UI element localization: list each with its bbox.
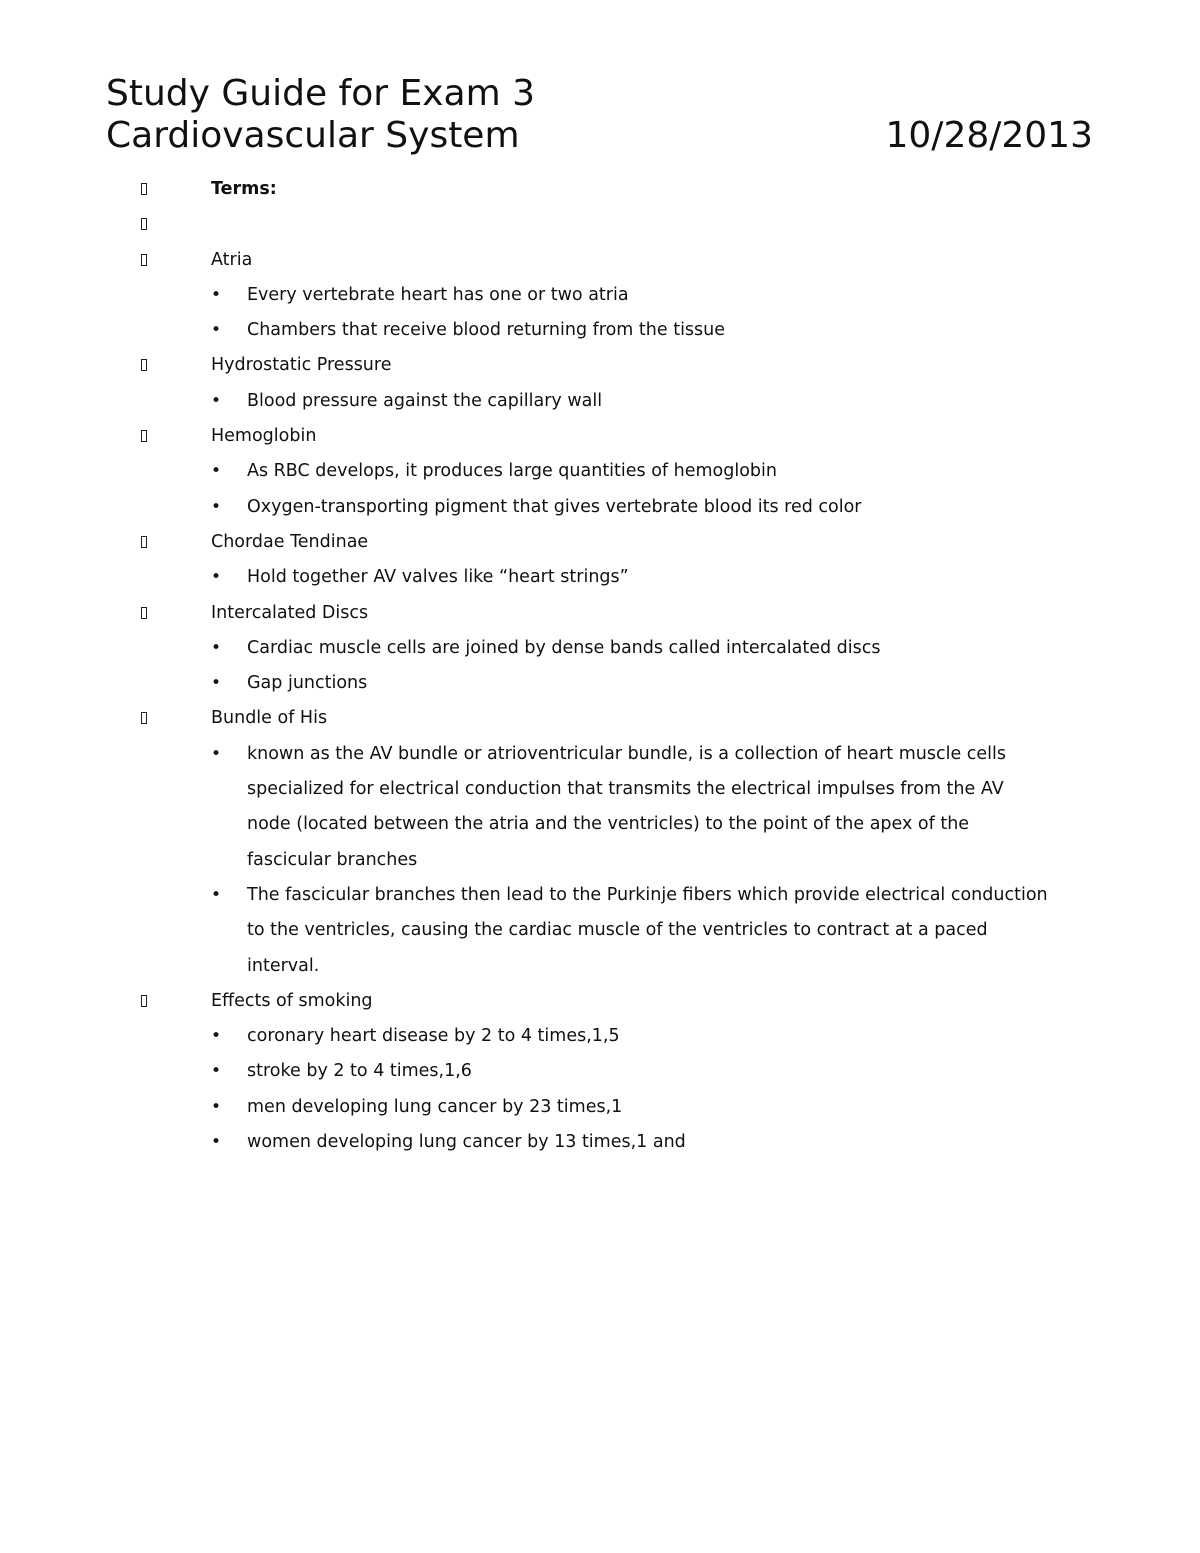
empty-list-row <box>0 207 1200 242</box>
bullet-icon: • <box>211 673 222 694</box>
bullet-text: Chambers that receive blood returning from the tissue <box>247 320 726 341</box>
term-name: Atria <box>211 249 253 270</box>
bullet-text: fascicular branches <box>247 849 418 870</box>
bullet-icon: • <box>211 1132 222 1153</box>
bullet-point <box>0 1125 1200 1160</box>
bullet-text: coronary heart disease by 2 to 4 times,1,5 <box>247 1026 620 1047</box>
bullet-text: Blood pressure against the capillary wall <box>247 390 603 411</box>
list-marker-icon <box>141 536 147 548</box>
bullet-text: Hold together AV valves like “heart strings” <box>247 567 629 588</box>
term-name: Hydrostatic Pressure <box>211 355 392 376</box>
bullet-text: Cardiac muscle cells are joined by dense bands called intercalated discs <box>247 637 881 658</box>
bullet-icon: • <box>211 1096 222 1117</box>
bullet-icon: • <box>211 567 222 588</box>
bullet-point <box>0 278 1200 313</box>
bullet-point <box>0 490 1200 525</box>
bullet-text: stroke by 2 to 4 times,1,6 <box>247 1061 472 1082</box>
bullet-icon: • <box>211 284 222 305</box>
term-row <box>0 348 1200 383</box>
bullet-text: The fascicular branches then lead to the Purkinje fibers which provide electrical conduction <box>247 884 1048 905</box>
term-name: Intercalated Discs <box>211 602 369 623</box>
bullet-point-continuation <box>0 772 1200 807</box>
bullet-text: Gap junctions <box>247 673 368 694</box>
bullet-icon: • <box>211 743 222 764</box>
bullet-text: interval. <box>247 955 320 976</box>
bullet-point <box>0 313 1200 348</box>
list-marker-icon <box>141 607 147 619</box>
term-name: Chordae Tendinae <box>211 531 369 552</box>
bullet-icon: • <box>211 1061 222 1082</box>
term-row <box>0 243 1200 278</box>
bullet-point <box>0 666 1200 701</box>
term-row <box>0 701 1200 736</box>
bullet-text: node (located between the atria and the ventricles) to the point of the apex of the <box>247 814 970 835</box>
term-name: Effects of smoking <box>211 990 373 1011</box>
terms-heading: Terms: <box>211 179 277 199</box>
term-name: Hemoglobin <box>211 426 317 447</box>
list-marker-icon <box>141 359 147 371</box>
bullet-point <box>0 737 1200 772</box>
bullet-icon: • <box>211 1026 222 1047</box>
bullet-point <box>0 560 1200 595</box>
bullet-text: specialized for electrical conduction that transmits the electrical impulses from the AV <box>247 779 1004 800</box>
bullet-text: Every vertebrate heart has one or two atria <box>247 284 629 305</box>
bullet-point <box>0 878 1200 913</box>
bullet-icon: • <box>211 461 222 482</box>
list-marker-icon <box>141 218 147 230</box>
document-subtitle: Cardiovascular System <box>106 115 520 156</box>
bullet-point <box>0 631 1200 666</box>
term-row <box>0 419 1200 454</box>
bullet-text: women developing lung cancer by 13 times,1 and <box>247 1132 686 1153</box>
list-marker-icon <box>141 254 147 266</box>
bullet-icon: • <box>211 884 222 905</box>
bullet-icon: • <box>211 320 222 341</box>
term-row <box>0 984 1200 1019</box>
bullet-text: men developing lung cancer by 23 times,1 <box>247 1096 623 1117</box>
bullet-point <box>0 1019 1200 1054</box>
bullet-point <box>0 1054 1200 1089</box>
bullet-text: to the ventricles, causing the cardiac muscle of the ventricles to contract at a paced <box>247 920 988 941</box>
list-marker-icon <box>141 430 147 442</box>
bullet-point-continuation <box>0 949 1200 984</box>
bullet-icon: • <box>211 496 222 517</box>
bullet-text: Oxygen-transporting pigment that gives vertebrate blood its red color <box>247 496 862 517</box>
term-row <box>0 596 1200 631</box>
bullet-point-continuation <box>0 843 1200 878</box>
term-row <box>0 525 1200 560</box>
bullet-icon: • <box>211 390 222 411</box>
terms-list <box>0 172 1200 1160</box>
list-marker-icon <box>141 183 147 195</box>
list-marker-icon <box>141 995 147 1007</box>
bullet-point-continuation <box>0 913 1200 948</box>
document-date: 10/28/2013 <box>885 115 1093 156</box>
term-name: Bundle of His <box>211 708 328 729</box>
list-marker-icon <box>141 712 147 724</box>
bullet-text: As RBC develops, it produces large quantities of hemoglobin <box>247 461 777 482</box>
bullet-point-continuation <box>0 807 1200 842</box>
bullet-point <box>0 454 1200 489</box>
document-title: Study Guide for Exam 3 <box>106 73 536 114</box>
bullet-point <box>0 1090 1200 1125</box>
bullet-icon: • <box>211 637 222 658</box>
bullet-text: known as the AV bundle or atrioventricular bundle, is a collection of heart muscle cells <box>247 743 1007 764</box>
bullet-point <box>0 384 1200 419</box>
terms-heading-row <box>0 172 1200 207</box>
